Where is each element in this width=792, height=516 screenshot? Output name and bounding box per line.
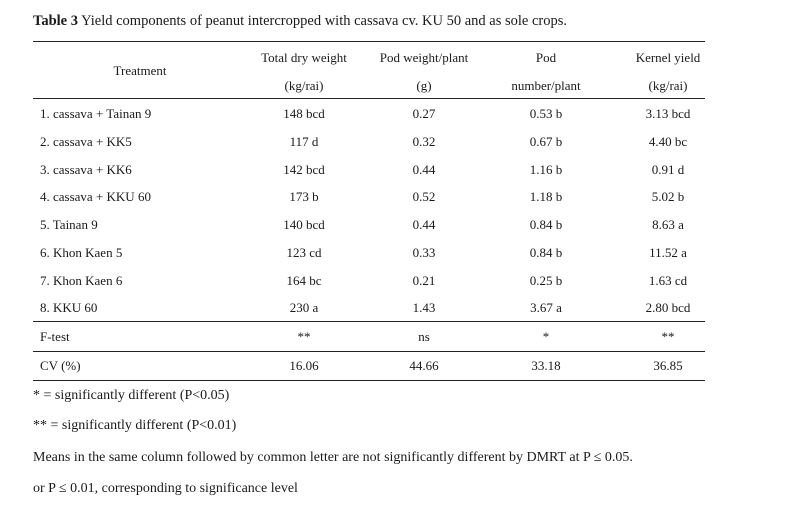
ftest-pod-number: *: [542, 329, 550, 344]
header-pod-weight-unit: (g): [416, 78, 432, 93]
cell-total-dry-weight: 117 d: [289, 134, 319, 149]
body-rule: [33, 321, 705, 322]
bottom-rule: [33, 380, 705, 381]
cell-kernel-yield: 0.91 d: [651, 162, 685, 177]
top-rule: [33, 41, 705, 42]
cell-pod-weight: 0.21: [412, 273, 436, 288]
cell-pod-weight: 0.52: [412, 189, 436, 204]
header-total-dry-weight-unit: (kg/rai): [284, 78, 324, 93]
table-number: Table 3: [33, 13, 78, 29]
cell-pod-number: 0.53 b: [529, 106, 563, 121]
row-treatment: 3. cassava + KK6: [40, 162, 132, 177]
header-rule: [33, 98, 705, 99]
cell-pod-weight: 0.32: [412, 134, 436, 149]
cell-kernel-yield: 5.02 b: [651, 189, 685, 204]
table-title: [33, 13, 567, 30]
ftest-pod-weight: ns: [418, 329, 430, 344]
cell-kernel-yield: 11.52 a: [649, 245, 687, 260]
cell-pod-number: 1.16 b: [529, 162, 563, 177]
table-caption: Yield components of peanut intercropped with cassava cv. KU 50 and as sole crops.: [78, 13, 567, 29]
cell-kernel-yield: 3.13 bcd: [645, 106, 691, 121]
header-pod-number: Pod: [535, 50, 557, 65]
cv-label: CV (%): [40, 358, 81, 373]
footnote-dmrt: Means in the same column followed by common letter are not significantly different by DMRT at P ≤ 0.05.: [33, 450, 633, 465]
row-treatment: 4. cassava + KKU 60: [40, 189, 151, 204]
row-treatment: 5. Tainan 9: [40, 217, 98, 232]
cell-pod-number: 3.67 a: [530, 300, 562, 315]
header-kernel-yield-unit: (kg/rai): [648, 78, 688, 93]
cell-pod-number: 0.25 b: [529, 273, 563, 288]
header-pod-number-unit: number/plant: [511, 78, 581, 93]
cell-pod-weight: 0.44: [412, 162, 436, 177]
cell-pod-number: 1.18 b: [529, 189, 563, 204]
cell-kernel-yield: 2.80 bcd: [645, 300, 691, 315]
cell-total-dry-weight: 123 cd: [286, 245, 322, 260]
ftest-label: F-test: [40, 329, 70, 344]
cell-pod-weight: 0.44: [412, 217, 436, 232]
cell-total-dry-weight: 148 bcd: [283, 106, 325, 121]
cell-total-dry-weight: 173 b: [289, 189, 319, 204]
cell-pod-weight: 0.33: [412, 245, 436, 260]
footnote-double-star: ** = significantly different (P<0.01): [33, 418, 237, 433]
cell-pod-number: 0.67 b: [529, 134, 563, 149]
footnote-single-star: * = significantly different (P<0.05): [33, 388, 230, 403]
cell-pod-weight: 1.43: [412, 300, 436, 315]
header-pod-weight: Pod weight/plant: [379, 50, 469, 65]
cell-total-dry-weight: 142 bcd: [283, 162, 325, 177]
cell-total-dry-weight: 230 a: [289, 300, 319, 315]
row-treatment: 6. Khon Kaen 5: [40, 245, 123, 260]
cv-pod-number: 33.18: [531, 358, 561, 373]
cell-total-dry-weight: 164 bc: [286, 273, 322, 288]
header-total-dry-weight: Total dry weight: [261, 50, 347, 65]
ftest-kernel-yield: **: [661, 329, 675, 344]
row-treatment: 1. cassava + Tainan 9: [40, 106, 152, 121]
cv-pod-weight: 44.66: [409, 358, 439, 373]
cv-total-dry-weight: 16.06: [289, 358, 319, 373]
footnote-dmrt-cont: or P ≤ 0.01, corresponding to significance level: [33, 481, 298, 496]
row-treatment: 7. Khon Kaen 6: [40, 273, 123, 288]
row-treatment: 8. KKU 60: [40, 300, 98, 315]
cell-pod-number: 0.84 b: [529, 217, 563, 232]
cell-kernel-yield: 4.40 bc: [648, 134, 688, 149]
row-treatment: 2. cassava + KK5: [40, 134, 132, 149]
cell-kernel-yield: 1.63 cd: [648, 273, 688, 288]
cell-pod-weight: 0.27: [412, 106, 436, 121]
cell-pod-number: 0.84 b: [529, 245, 563, 260]
header-treatment: Treatment: [113, 63, 167, 78]
ftest-total-dry-weight: **: [297, 329, 311, 344]
cell-kernel-yield: 8.63 a: [652, 217, 684, 232]
header-kernel-yield: Kernel yield: [635, 50, 701, 65]
cell-total-dry-weight: 140 bcd: [283, 217, 325, 232]
ftest-rule: [33, 351, 705, 352]
cv-kernel-yield: 36.85: [653, 358, 683, 373]
